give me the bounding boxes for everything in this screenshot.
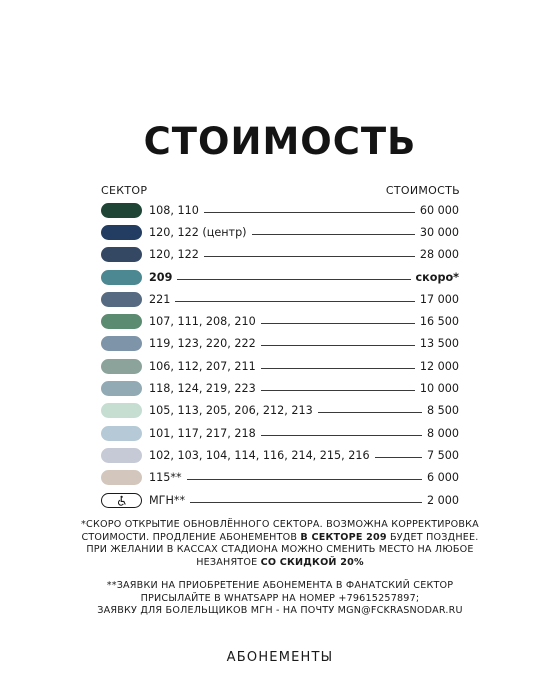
sector-price: 6 000 bbox=[426, 471, 459, 485]
leader-line bbox=[252, 234, 415, 235]
price-row bbox=[101, 266, 459, 288]
sector-color-swatch bbox=[101, 203, 142, 218]
note-emphasis: В СЕКТОРЕ 209 bbox=[300, 531, 387, 543]
price-row bbox=[101, 489, 459, 511]
leader-line bbox=[204, 256, 415, 257]
note-text: СТОИМОСТИ. ПРОДЛЕНИЕ АБОНЕМЕНТОВ bbox=[81, 531, 301, 543]
sector-numbers: 107, 111, 208, 210 bbox=[149, 315, 256, 329]
sector-color-swatch bbox=[101, 426, 142, 441]
price-row bbox=[101, 244, 459, 266]
sector-numbers: 101, 117, 217, 218 bbox=[149, 426, 256, 440]
sector-color-swatch bbox=[101, 470, 142, 485]
sector-numbers: 106, 112, 207, 211 bbox=[149, 359, 256, 373]
leader-line bbox=[375, 457, 422, 458]
leader-line bbox=[318, 412, 422, 413]
sector-color-swatch bbox=[101, 381, 142, 396]
sector-numbers: 119, 123, 220, 222 bbox=[149, 337, 256, 351]
note-line: ЗАЯВКУ ДЛЯ БОЛЕЛЬЩИКОВ МГН - НА ПОЧТУ MGN@FCKRASNODAR.RU bbox=[97, 605, 463, 616]
sector-color-swatch bbox=[101, 403, 142, 418]
price-row bbox=[101, 288, 459, 310]
sector-numbers: 108, 110 bbox=[149, 203, 199, 217]
note-line: ПРИ ЖЕЛАНИИ В КАССАХ СТАДИОНА МОЖНО СМЕНИТЬ МЕСТО НА ЛЮБОЕ bbox=[86, 544, 474, 555]
sector-color-swatch bbox=[101, 225, 142, 240]
sector-price: 13 500 bbox=[419, 337, 459, 351]
sector-color-swatch bbox=[101, 336, 142, 351]
leader-line bbox=[187, 479, 422, 480]
sector-price: 28 000 bbox=[419, 248, 459, 262]
sector-color-swatch bbox=[101, 493, 142, 508]
price-row bbox=[101, 333, 459, 355]
price-row bbox=[101, 355, 459, 377]
note-line: *СКОРО ОТКРЫТИЕ ОБНОВЛЁННОГО СЕКТОРА. ВОЗМОЖНА КОРРЕКТИРОВКА bbox=[81, 519, 479, 530]
footnote-applications bbox=[0, 580, 560, 618]
leader-line bbox=[204, 212, 415, 213]
page-title: СТОИМОСТЬ bbox=[143, 120, 417, 163]
sector-price: 17 000 bbox=[419, 292, 459, 306]
sector-color-swatch bbox=[101, 314, 142, 329]
price-row bbox=[101, 400, 459, 422]
leader-line bbox=[261, 368, 415, 369]
footer-caption: АБОНЕМЕНТЫ bbox=[226, 650, 334, 665]
price-row bbox=[101, 422, 459, 444]
note-text: НЕЗАНЯТОЕ bbox=[196, 556, 261, 568]
sector-numbers: 120, 122 bbox=[149, 248, 199, 262]
note-line bbox=[0, 557, 560, 570]
sector-price: 8 000 bbox=[426, 426, 459, 440]
price-row bbox=[101, 310, 459, 332]
sector-price: 60 000 bbox=[419, 203, 459, 217]
price-list bbox=[101, 199, 459, 511]
note-text: БУДЕТ ПОЗДНЕЕ. bbox=[386, 531, 479, 543]
leader-line bbox=[177, 279, 410, 280]
sector-color-swatch bbox=[101, 270, 142, 285]
note-line: **ЗАЯВКИ НА ПРИОБРЕТЕНИЕ АБОНЕМЕНТА В ФАНАТСКИЙ СЕКТОР bbox=[106, 580, 454, 591]
sector-color-swatch bbox=[101, 292, 142, 307]
leader-line bbox=[190, 502, 422, 503]
note-line bbox=[0, 532, 560, 545]
sector-numbers: 209 bbox=[149, 270, 173, 284]
sector-color-swatch bbox=[101, 359, 142, 374]
sector-price: скоро* bbox=[415, 270, 459, 284]
price-row bbox=[101, 221, 459, 243]
sector-price: 30 000 bbox=[419, 225, 459, 239]
sector-numbers: 221 bbox=[149, 292, 171, 306]
leader-line bbox=[261, 323, 415, 324]
price-column-header: СТОИМОСТЬ bbox=[385, 184, 460, 197]
sector-column-header: СЕКТОР bbox=[101, 184, 148, 197]
leader-line bbox=[261, 435, 422, 436]
leader-line bbox=[175, 301, 414, 302]
footnote-sector-209 bbox=[0, 519, 560, 569]
sector-numbers: 105, 113, 205, 206, 212, 213 bbox=[149, 404, 313, 418]
sector-price: 16 500 bbox=[419, 315, 459, 329]
sector-numbers: МГН** bbox=[149, 493, 186, 507]
sector-color-swatch bbox=[101, 247, 142, 262]
leader-line bbox=[261, 345, 415, 346]
sector-price: 12 000 bbox=[419, 359, 459, 373]
price-row bbox=[101, 467, 459, 489]
note-line: ПРИСЫЛАЙТЕ В WHATSAPP НА НОМЕР +79615257897; bbox=[140, 592, 420, 604]
sector-price: 10 000 bbox=[419, 382, 459, 396]
sector-numbers: 115** bbox=[149, 471, 182, 485]
note-emphasis: СО СКИДКОЙ 20% bbox=[260, 556, 364, 568]
price-row bbox=[101, 444, 459, 466]
wheelchair-icon bbox=[102, 494, 141, 507]
sector-price: 8 500 bbox=[426, 404, 459, 418]
price-row bbox=[101, 199, 459, 221]
sector-numbers: 118, 124, 219, 223 bbox=[149, 382, 256, 396]
sector-numbers: 102, 103, 104, 114, 116, 214, 215, 216 bbox=[149, 448, 370, 462]
leader-line bbox=[261, 390, 415, 391]
sector-color-swatch bbox=[101, 448, 142, 463]
sector-numbers: 120, 122 (центр) bbox=[149, 225, 247, 239]
sector-price: 7 500 bbox=[426, 448, 459, 462]
price-row bbox=[101, 377, 459, 399]
sector-price: 2 000 bbox=[426, 493, 459, 507]
